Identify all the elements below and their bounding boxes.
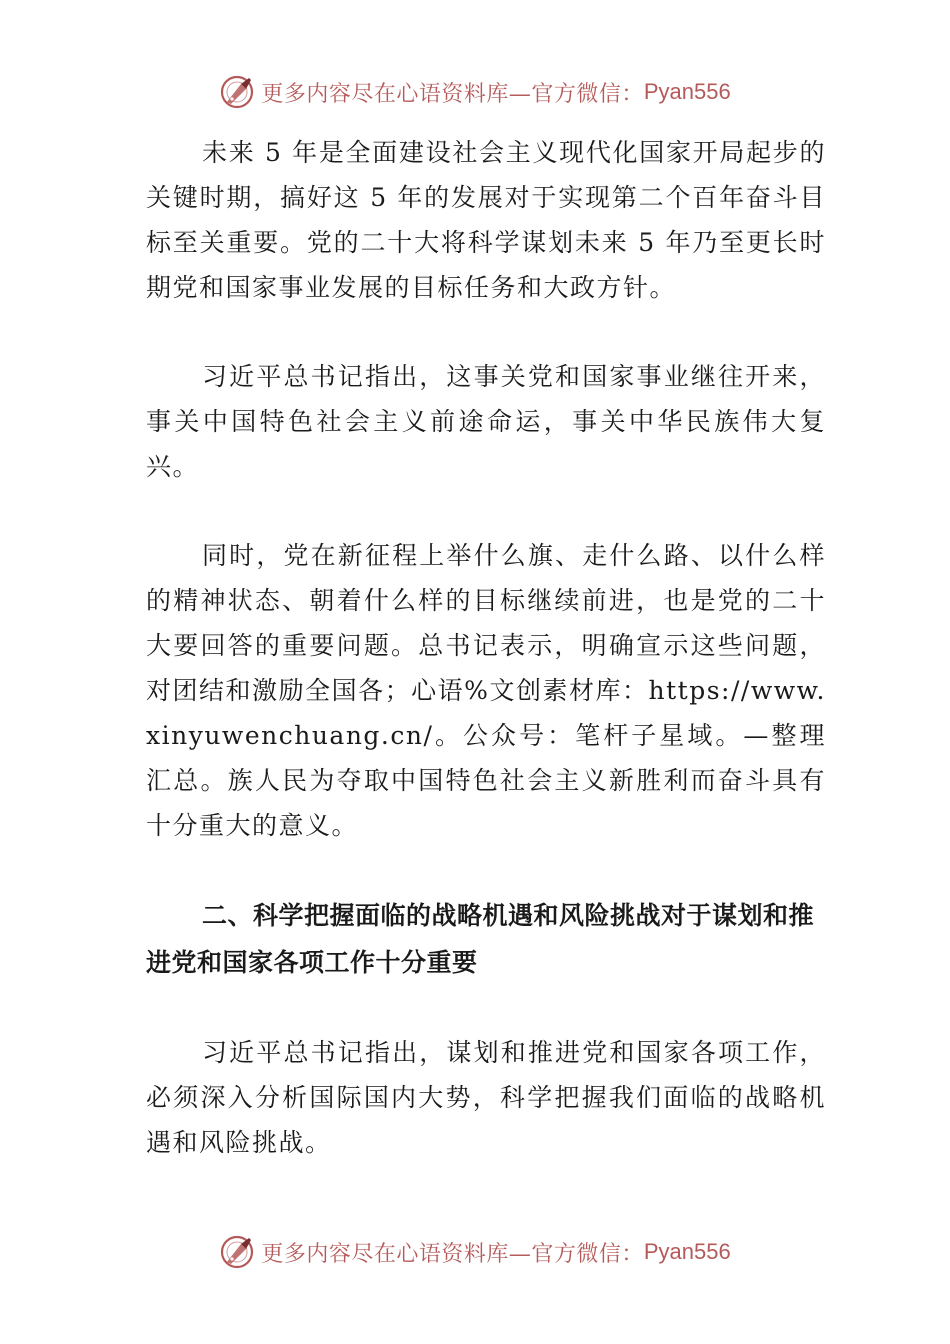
header-watermark-text: 更多内容尽在心语资料库—官方微信： [261,81,644,107]
paragraph-2: 习近平总书记指出，这事关党和国家事业继往开来，事关中国特色社会主义前途命运，事关中华民族伟大复兴。 [146,362,826,481]
header-watermark [0,70,950,114]
footer-watermark-text: 更多内容尽在心语资料库—官方微信： [261,1241,644,1267]
footer-watermark-id: Pyan556 [643,1239,731,1264]
footer-watermark [0,1230,950,1274]
section-paragraph: 习近平总书记指出，谋划和推进党和国家各项工作，必须深入分析国际国内大势，科学把握我们面临的战略机遇和风险挑战。 [146,1038,826,1157]
section-heading: 二、科学把握面临的战略机遇和风险挑战对于谋划和推进党和国家各项工作十分重要 [146,901,815,977]
document-body [146,130,826,1209]
header-watermark-id: Pyan556 [643,79,731,104]
pen-nib-logo-icon [219,74,255,110]
paragraph-3: 同时，党在新征程上举什么旗、走什么路、以什么样的精神状态、朝着什么样的目标继续前进，也是党的二十大要回答的重要问题。总书记表示，明确宣示这些问题，对团结和激励全国各；心语%文创素材库：https://www.xinyuwenchuang.cn/。公众号：笔杆子星域。—整理汇总。族人民为夺取中国特色社会主义新胜利而奋斗具有十分重大的意义。 [146,541,826,840]
pen-nib-logo-icon [219,1234,255,1270]
paragraph-1: 未来 5 年是全面建设社会主义现代化国家开局起步的关键时期，搞好这 5 年的发展对于实现第二个百年奋斗目标至关重要。党的二十大将科学谋划未来 5 年乃至更长时期党和国家事业发展的目标任务和大政方针。 [146,138,826,302]
